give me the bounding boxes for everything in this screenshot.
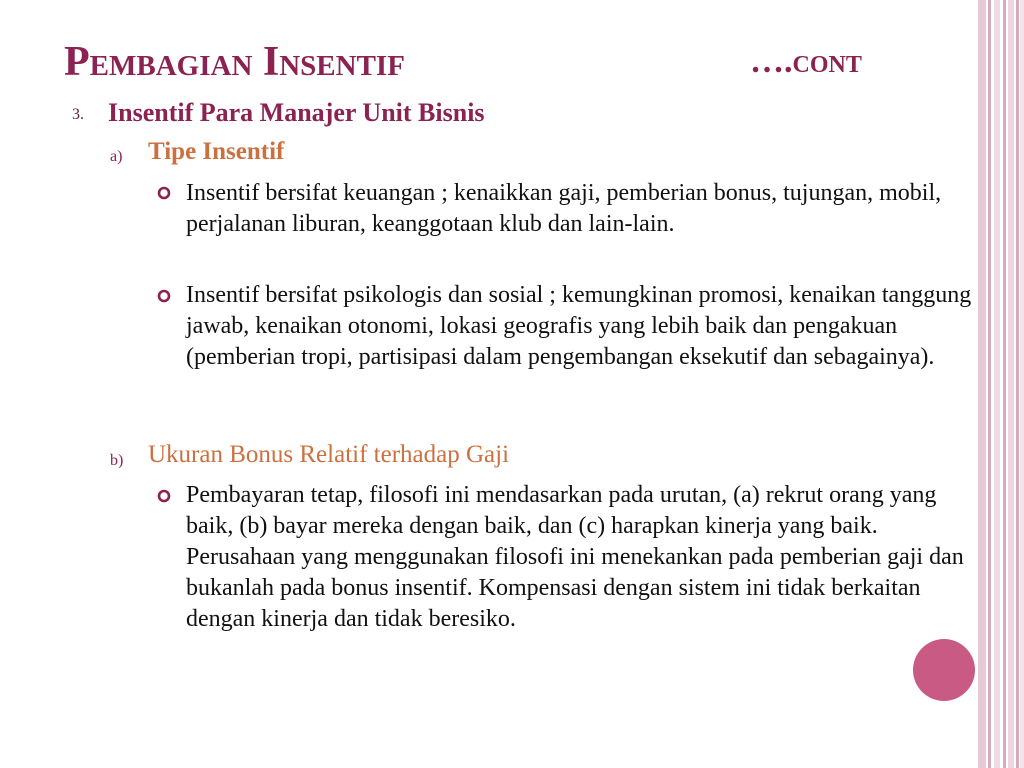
bullet-text: Pembayaran tetap, filosofi ini mendasarkan pada urutan, (a) rekrut orang yang baik, (b) bayar mereka dengan baik, dan (c) harapkan kinerja yang baik. Perusahaan yang menggunakan filosofi ini menekankan pada pemberian gaji dan bukanlah pada bonus insentif. Kompensasi dengan sistem ini tidak berkaitan dengan kinerja dan tidak beresiko. [186,482,964,632]
slide-title: Pembagian Insentif [64,39,405,85]
subsection-heading-a: Tipe Insentif [148,138,285,165]
section-heading: Insentif Para Manajer Unit Bisnis [108,98,485,127]
decorative-stripe [1020,0,1024,768]
section-number: 3. [72,106,84,123]
slide-title-continued: ….cont [750,43,862,80]
decorative-stripe [1008,0,1014,768]
ring-bullet-icon [157,289,173,305]
pink-circle-decoration [913,639,975,701]
bullet-text: Insentif bersifat psikologis dan sosial ; kemungkinan promosi, kenaikan tanggung jawab, kenaikan otonomi, lokasi geografis yang lebih baik dan pengakuan (pemberian tropi, partisipasi dalam pengembangan eksekutif dan sebagainya). [186,282,972,370]
decorative-stripe [988,0,991,768]
decorative-stripe [1003,0,1006,768]
decorative-stripe [978,0,986,768]
decorative-stripe [1016,0,1019,768]
bullet-text: Insentif bersifat keuangan ; kenaikkan gaji, pemberian bonus, tujungan, mobil, perjalanan liburan, keanggotaan klub dan lain-lain. [186,180,942,237]
ring-bullet-icon [157,186,173,202]
subsection-marker-a: a) [110,148,123,165]
subsection-marker-b: b) [110,452,124,469]
decorative-stripe [994,0,1000,768]
subsection-heading-b: Ukuran Bonus Relatif terhadap Gaji [148,441,510,468]
ring-bullet-icon [157,489,173,505]
